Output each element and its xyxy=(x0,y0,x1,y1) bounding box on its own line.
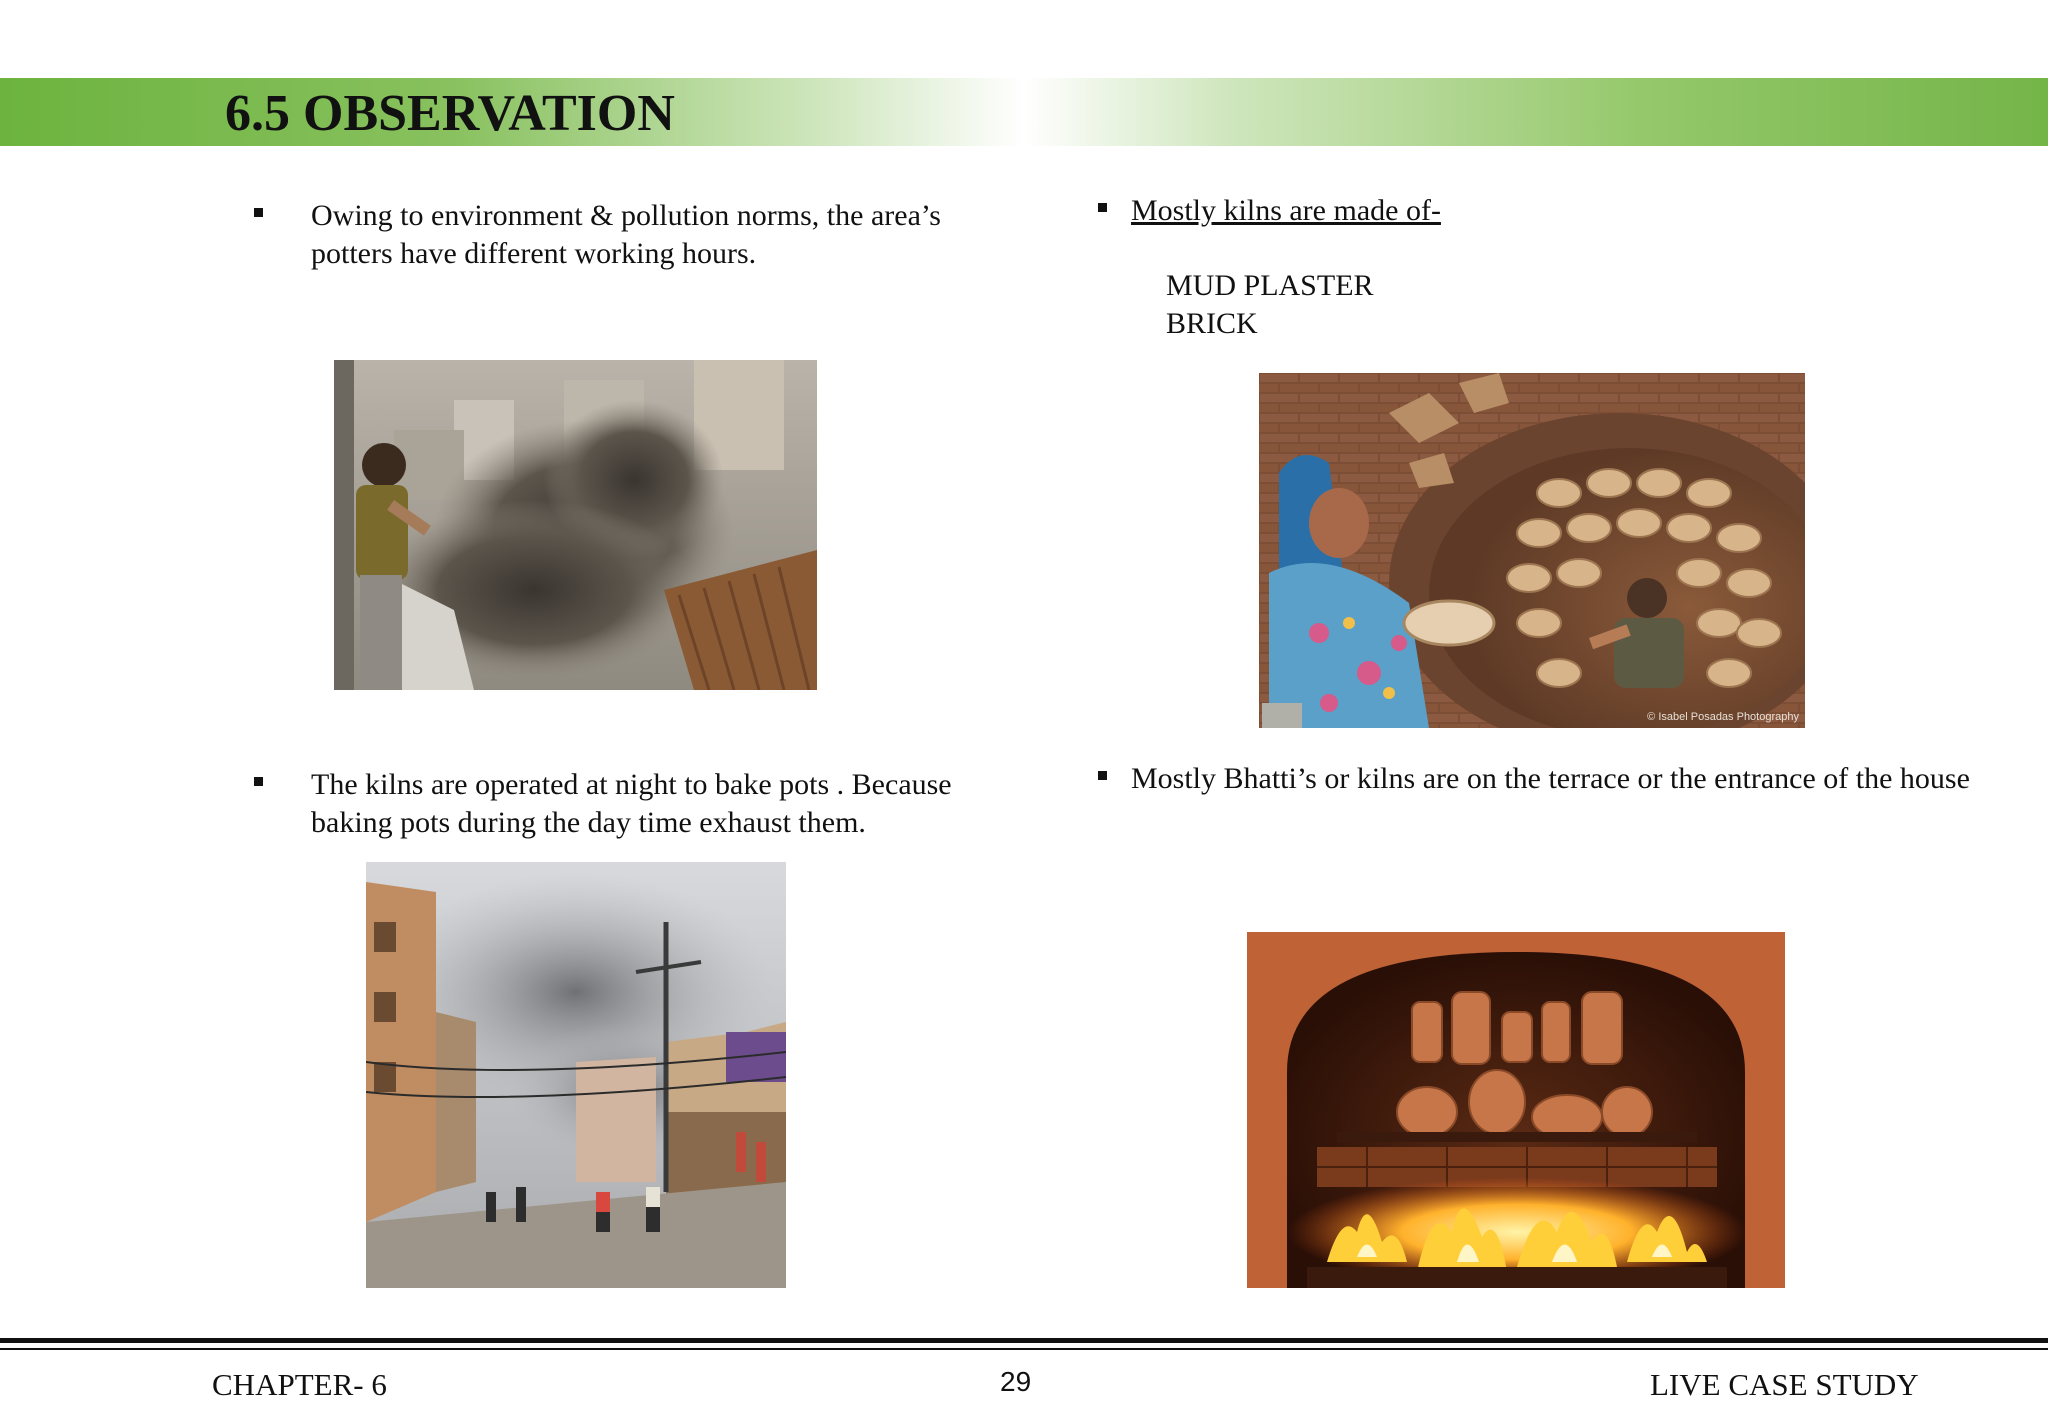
left-bullet2-line2: baking pots during the day time exhaust them. xyxy=(311,806,866,839)
left-bullet2-line1: The kilns are operated at night to bake pots . Because xyxy=(311,768,952,801)
photo-street-smoke xyxy=(366,862,786,1288)
bullet-marker xyxy=(1098,771,1107,780)
right-bullet2-line1: Mostly Bhatti’s or kilns are on the terrace or the entrance of the house xyxy=(1131,762,1970,795)
left-bullet1-line1: Owing to environment & pollution norms, the area’s xyxy=(311,199,941,232)
right-bullet1-heading: Mostly kilns are made of- xyxy=(1131,194,1441,227)
footer-title: LIVE CASE STUDY xyxy=(1650,1367,1919,1402)
material-mud-plaster: MUD PLASTER xyxy=(1166,269,1374,302)
photo-credit: © Isabel Posadas Photography xyxy=(1647,711,1799,723)
footer-chapter: CHAPTER- 6 xyxy=(212,1367,387,1402)
page-title: 6.5 OBSERVATION xyxy=(225,85,675,142)
bullet-marker xyxy=(254,777,263,786)
material-brick: BRICK xyxy=(1166,307,1258,340)
bullet-marker xyxy=(254,208,263,217)
left-bullet1-line2: potters have different working hours. xyxy=(311,237,757,270)
photo-kiln-fire xyxy=(1247,932,1785,1288)
photo-kiln-pit xyxy=(1259,373,1805,728)
page-number: 29 xyxy=(1000,1366,1032,1397)
footer-rule-thin xyxy=(0,1348,2048,1350)
bullet-marker xyxy=(1098,203,1107,212)
footer-rule xyxy=(0,1338,2048,1343)
photo-rooftop-smoke xyxy=(334,360,817,690)
